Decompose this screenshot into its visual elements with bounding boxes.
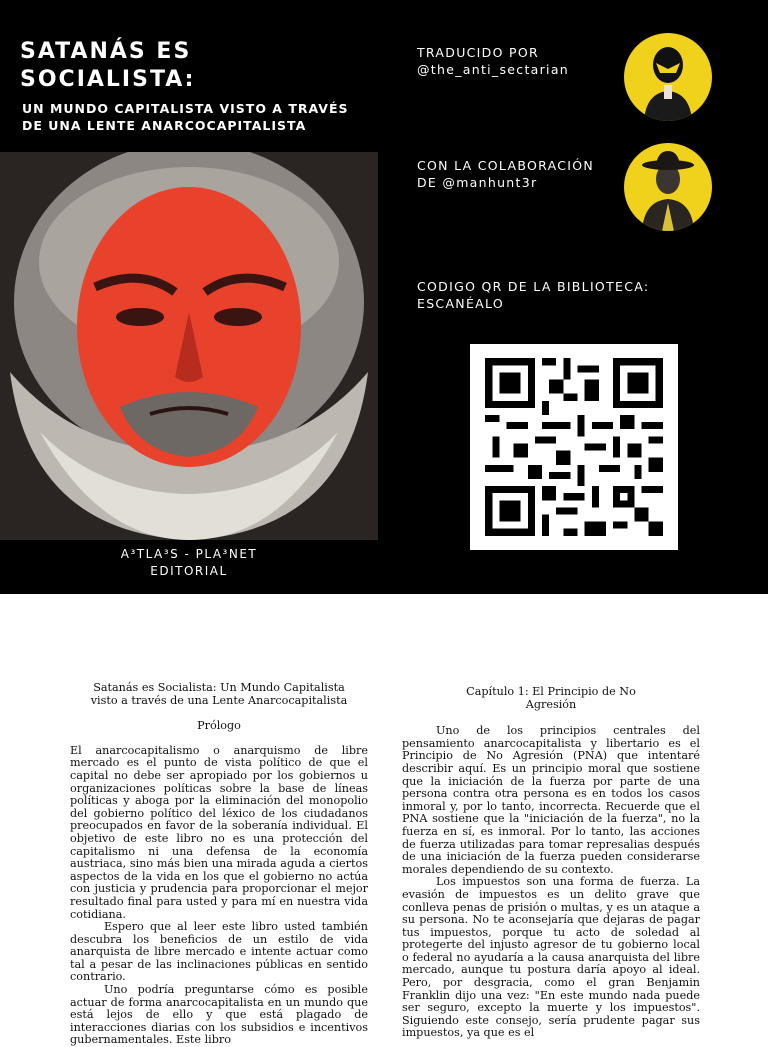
qr-instructions [417,278,649,312]
translator-credit [417,44,569,78]
left-page [70,682,368,1047]
publisher-line: A³TLA³S - PLA³NET [120,547,258,561]
hat-figure-icon [624,143,712,231]
book-heading-line: Satanás es Socialista: Un Mundo Capitalista [93,681,345,694]
prologue-heading: Prólogo [197,719,241,733]
collaborator-avatar [624,143,712,231]
translator-handle: @the_anti_sectarian [417,62,570,77]
masked-figure-icon [624,33,712,121]
chapter-heading-line: Capítulo 1: El Principio de No [466,685,636,698]
cover-subtitle-line: UN MUNDO CAPITALISTA VISTO A TRAVÉS [22,101,349,116]
paragraph: Los impuestos son una forma de fuerza. La evasión de impuestos es un delito grave que conlleva penas de prisión o multas, y es un ataque a su persona. No te aconsejaría que dejaras de pagar tus impuestos, porque tu acto de soledad al protegerte del injusto agresor de tu gobierno local o federal no ayudaría a la causa anarquista del libre mercado, aunque tu postura daría apoyo al ideal. Pero, por desgracia, como el gran Benjamin Franklin dijo una vez: "En este mundo nada puede ser seguro, excepto la muerte y los impuestos". Siguiendo este consejo, sería prudente pagar sus impuestos, ya que es el [402,875,700,1040]
translator-label: TRADUCIDO POR [417,45,539,60]
paragraph: Uno podría preguntarse cómo es posible actuar de forma anarcocapitalista en un mundo que está lejos de ello y que está plagado de interacciones diarias con los subsidios e incentivos gubernamentales. Este libro [70,983,368,1047]
publisher-name [0,546,378,580]
cover-title-line: SOCIALISTA: [20,67,196,92]
chapter-heading-line: Agresión [525,697,577,711]
book-heading [70,682,368,707]
chapter-heading [402,686,700,711]
right-page [402,686,700,1040]
cover-title-line: SATANÁS ES [20,39,192,64]
publisher-line: EDITORIAL [150,564,228,578]
cover-subtitle-line: DE UNA LENTE ANARCOCAPITALISTA [22,118,307,133]
cover-title [20,38,350,94]
paragraph: Espero que al leer este libro usted también descubra los beneficios de un estilo de vida anarquista de libre mercado e intente actuar como tal a pesar de las inclinaciones públicas en sentido contrario. [70,920,368,984]
paragraph: Uno de los principios centrales del pensamiento anarcocapitalista y libertario es el Principio de No Agresión (PNA) que intentaré describir aquí. Es un principio moral que sostiene que la iniciación de la fuerza por parte de una persona contra otra persona es en todos los casos inmoral y, por lo tanto, incorrecta. Recuerde que el PNA sostiene que la "iniciación de la fuerza", no la fuerza en sí, es inmoral. Por lo tanto, las acciones de fuerza utilizadas para tomar represalias después de una iniciación de la fuerza pueden considerarse morales dependiendo de su contexto. [402,724,700,876]
portrait-illustration [0,152,378,540]
collaboration-label: CON LA COLABORACIÓN [417,158,595,173]
qr-scan-label: ESCANÉALO [417,296,504,311]
collaboration-credit [417,157,594,191]
qr-label: CODIGO QR DE LA BIBLIOTECA: [417,279,650,294]
book-heading-line: visto a través de una Lente Anarcocapitalista [90,693,348,707]
paragraph: El anarcocapitalismo o anarquismo de libre mercado es el punto de vista político de que el capital no debe ser apropiado por los gobiernos u organizaciones políticas sobre la base de líneas políticas y aboga por la eliminación del monopolio del gobierno político del léxico de los ciudadanos preocupados en favor de la soberanía individual. El objetivo de este libro no es una protección del capitalismo ni una defensa de la economía austriaca, sino más bien una mirada aguda a ciertos aspectos de la vida en los que el gobierno no actúa con justicia y prudencia para proporcionar el mejor resultado final para usted y para mí en nuestra vida cotidiana. [70,743,368,921]
qr-code-icon[interactable] [470,344,678,550]
collaboration-handle: DE @manhunt3r [417,175,538,190]
translator-avatar [624,33,712,121]
cover-subtitle [22,100,362,134]
